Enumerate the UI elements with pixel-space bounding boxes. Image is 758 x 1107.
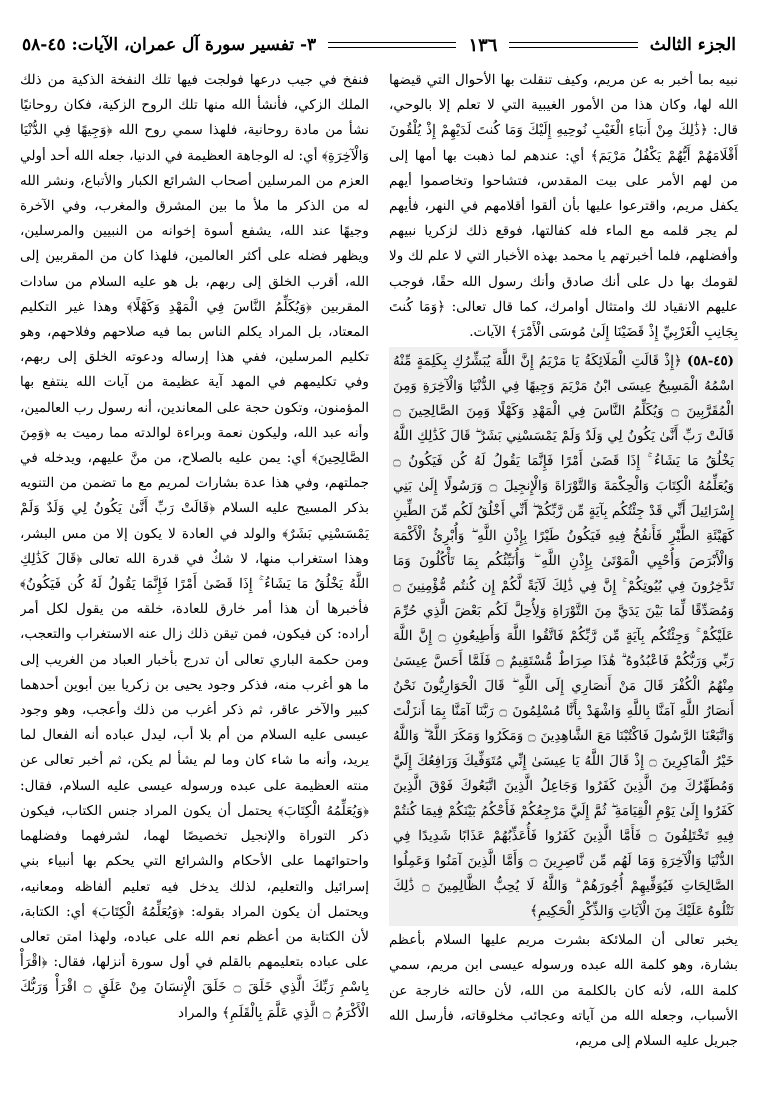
right-after-paragraph: يخبر تعالى أن الملائكة بشرت مريم عليها السلام بأعظم بشارة، وهو كلمة الله عبده ورسوله عيسى ابن مريم، سمي كلمة الله، لأنه كان بالكلمة من الله، لأن حالته خارجة عن الأسباب، وجعله الله من آياته وعجائب مخلوقاته، فأرسل الله جبريل عليه السلام إلى مريم، [389, 932, 738, 1050]
page-header [22, 30, 736, 60]
verse-block [389, 347, 738, 926]
header-rule-left [328, 42, 456, 48]
left-column [20, 68, 369, 1099]
quran-verses: ﴿إِذْ قَالَتِ الْمَلَائِكَةُ يَا مَرْيَمُ إِنَّ اللَّهَ يُبَشِّرُكِ بِكَلِمَةٍ مِّنْهُ اسْمُهُ الْمَسِيحُ عِيسَى ابْنُ مَرْيَمَ وَجِيهًا فِي الدُّنْيَا وَالْآخِرَةِ وَمِنَ الْمُقَرَّبِينَ ۝ وَيُكَلِّمُ النَّاسَ فِي الْمَهْدِ وَكَهْلًا وَمِنَ الصَّالِحِينَ ۝ قَالَتْ رَبِّ أَنَّىٰ يَكُونُ لِي وَلَدٌ وَلَمْ يَمْسَسْنِي بَشَرٌ ۖ قَالَ كَذَٰلِكِ اللَّهُ يَخْلُقُ مَا يَشَاءُ ۚ إِذَا قَضَىٰ أَمْرًا فَإِنَّمَا يَقُولُ لَهُ كُن فَيَكُونُ ۝ وَيُعَلِّمُهُ الْكِتَابَ وَالْحِكْمَةَ وَالتَّوْرَاةَ وَالْإِنجِيلَ ۝ وَرَسُولًا إِلَىٰ بَنِي إِسْرَائِيلَ أَنِّي قَدْ جِئْتُكُم بِآيَةٍ مِّن رَّبِّكُمْ ۖ أَنِّي أَخْلُقُ لَكُم مِّنَ الطِّينِ كَهَيْئَةِ الطَّيْرِ فَأَنفُخُ فِيهِ فَيَكُونُ طَيْرًا بِإِذْنِ اللَّهِ ۖ وَأُبْرِئُ الْأَكْمَهَ وَالْأَبْرَصَ وَأُحْيِي الْمَوْتَىٰ بِإِذْنِ اللَّهِ ۖ وَأُنَبِّئُكُم بِمَا تَأْكُلُونَ وَمَا تَدَّخِرُونَ فِي بُيُوتِكُمْ ۚ إِنَّ فِي ذَٰلِكَ لَآيَةً لَّكُمْ إِن كُنتُم مُّؤْمِنِينَ ۝ وَمُصَدِّقًا لِّمَا بَيْنَ يَدَيَّ مِنَ التَّوْرَاةِ وَلِأُحِلَّ لَكُم بَعْضَ الَّذِي حُرِّمَ عَلَيْكُمْ ۚ وَجِئْتُكُم بِآيَةٍ مِّن رَّبِّكُمْ فَاتَّقُوا اللَّهَ وَأَطِيعُونِ ۝ إِنَّ اللَّهَ رَبِّي وَرَبُّكُمْ فَاعْبُدُوهُ ۗ هَٰذَا صِرَاطٌ مُّسْتَقِيمٌ ۝ فَلَمَّا أَحَسَّ عِيسَىٰ مِنْهُمُ الْكُفْرَ قَالَ مَنْ أَنصَارِي إِلَى اللَّهِ ۖ قَالَ الْحَوَارِيُّونَ نَحْنُ أَنصَارُ اللَّهِ آمَنَّا بِاللَّهِ وَاشْهَدْ بِأَنَّا مُسْلِمُونَ ۝ رَبَّنَا آمَنَّا بِمَا أَنزَلْتَ وَاتَّبَعْنَا الرَّسُولَ فَاكْتُبْنَا مَعَ الشَّاهِدِينَ ۝ وَمَكَرُوا وَمَكَرَ اللَّهُ ۖ وَاللَّهُ خَيْرُ الْمَاكِرِينَ ۝ إِذْ قَالَ اللَّهُ يَا عِيسَىٰ إِنِّي مُتَوَفِّيكَ وَرَافِعُكَ إِلَيَّ وَمُطَهِّرُكَ مِنَ الَّذِينَ كَفَرُوا وَجَاعِلُ الَّذِينَ اتَّبَعُوكَ فَوْقَ الَّذِينَ كَفَرُوا إِلَىٰ يَوْمِ الْقِيَامَةِ ۖ ثُمَّ إِلَيَّ مَرْجِعُكُمْ فَأَحْكُمُ بَيْنَكُمْ فِيمَا كُنتُمْ فِيهِ تَخْتَلِفُونَ ۝ فَأَمَّا الَّذِينَ كَفَرُوا فَأُعَذِّبُهُمْ عَذَابًا شَدِيدًا فِي الدُّنْيَا وَالْآخِرَةِ وَمَا لَهُم مِّن نَّاصِرِينَ ۝ وَأَمَّا الَّذِينَ آمَنُوا وَعَمِلُوا الصَّالِحَاتِ فَيُوَفِّيهِمْ أُجُورَهُمْ ۗ وَاللَّهُ لَا يُحِبُّ الظَّالِمِينَ ۝ ذَٰلِكَ نَتْلُوهُ عَلَيْكَ مِنَ الْآيَاتِ وَالذِّكْرِ الْحَكِيمِ﴾ [393, 354, 735, 920]
section-title: ٣- تفسير سورة آل عمران، الآيات: ٤٥-٥٨ [22, 35, 317, 55]
right-intro-paragraph: نبيه بما أخبر به عن مريم، وكيف تنقلت بها الأحوال التي قيضها الله لها، وكان هذا من الأمور الغيبية التي لا تعلم إلا بالوحي، قال: ﴿ذَٰلِكَ مِنْ أَنبَاءِ الْغَيْبِ نُوحِيهِ إِلَيْكَ وَمَا كُنتَ لَدَيْهِمْ إِذْ يُلْقُونَ أَقْلَامَهُمْ أَيُّهُمْ يَكْفُلُ مَرْيَمَ﴾ أي: عندهم لما ذهبت بها أمها إلى من لهم الأمر على بيت المقدس، فتشاحوا وتخاصموا أيهم يكفل مريم، واقترعوا عليها بأن ألقوا أقلامهم في النهر، فأيهم لم يجر قلمه مع الماء فله كفالتها، فوقع ذلك لزكريا نبيهم وأفضلهم، فلما أخبرتهم يا محمد بهذه الأخبار التي لا علم لك ولا لقومك بها دل على أنك صادق وأنك رسول الله حقًا، فوجب عليهم الانقياد لك وامتثال أوامرك، كما قال تعالى: ﴿وَمَا كُنتَ بِجَانِبِ الْغَرْبِيِّ إِذْ قَضَيْنَا إِلَىٰ مُوسَى الْأَمْرَ﴾ الآيات. [389, 72, 738, 341]
page-number: ١٣٦ [468, 34, 498, 56]
volume-label: الجزء الثالث [649, 35, 736, 55]
header-rule-right [509, 42, 637, 48]
left-paragraph: فنفخ في جيب درعها فولجت فيها تلك النفخة الذكية من ذلك الملك الزكي، فأنشأ الله منها تلك الروح الزكية، فكان روحانيًا نشأ من مادة روحانية، فلهذا سمي روح الله ﴿وَجِيهًا فِي الدُّنْيَا وَالْآخِرَةِ﴾ أي: له الوجاهة العظيمة في الدنيا، جعله الله أحد أولي العزم من المرسلين أصحاب الشرائع الكبار والأتباع، ونشر الله له من الذكر ما ملأ ما بين المشرق والمغرب، وفي الآخرة وجيهًا عند الله، يشفع أسوة إخوانه من النبيين والمرسلين، ويظهر فضله على أكثر العالمين، فلهذا كان من المقربين إلى الله، أقرب الخلق إلى ربهم، بل هو عليه السلام من سادات المقربين ﴿وَيُكَلِّمُ النَّاسَ فِي الْمَهْدِ وَكَهْلًا﴾ وهذا غير التكليم المعتاد، بل المراد يكلم الناس بما فيه صلاحهم وفلاحهم، وهو تكليم المرسلين، ففي هذا إرساله ودعوته الخلق إلى ربهم، وفي تكليمهم في المهد آية عظيمة من آيات الله ينتفع بها المؤمنون، وتكون حجة على المعاندين، أنه رسول رب العالمين، وأنه عبد الله، وليكون نعمة وبراءة لوالدته مما رميت به ﴿وَمِنَ الصَّالِحِينَ﴾ أي: يمن عليه بالصلاح، من منَّ عليهم، ويدخله في جملتهم، وفي هذا عدة بشارات لمريم مع ما تضمن من التنويه بذكر المسيح عليه السلام ﴿قَالَتْ رَبِّ أَنَّىٰ يَكُونُ لِي وَلَدٌ وَلَمْ يَمْسَسْنِي بَشَرٌ﴾ والولد في العادة لا يكون إلا من مس البشر، وهذا استغراب منها، لا شكٌ في قدرة الله تعالى ﴿قَالَ كَذَٰلِكِ اللَّهُ يَخْلُقُ مَا يَشَاءُ ۚ إِذَا قَضَىٰ أَمْرًا فَإِنَّمَا يَقُولُ لَهُ كُن فَيَكُونُ﴾ فأخبرها أن هذا أمر خارق للعادة، خلقه من يقول لكل أمر أراده: كن فيكون، فمن تيقن ذلك زال عنه الاستغراب والتعجب، ومن حكمة الباري تعالى أن تدرج بأخبار العباد من الغريب إلى ما هو أغرب منه، فذكر وجود يحيى بن زكريا بين أبوين أحدهما كبير والآخر عاقر، ثم ذكر أغرب من ذلك وأعجب، وهو وجود عيسى عليه السلام من أم بلا أب، ليدل عباده أنه الفعال لما يريد، وأنه ما شاء كان وما لم يشأ لم يكن، ثم أخبر تعالى عن منته العظيمة على عبده ورسوله عيسى عليه السلام، فقال: ﴿وَيُعَلِّمُهُ الْكِتَابَ﴾ يحتمل أن يكون المراد جنس الكتاب، فيكون ذكر التوراة والإنجيل تخصيصًا لهما، لشرفهما وفضلهما واحتوائهما على الأحكام والشرائع التي يحكم بها أنبياء بني إسرائيل والتعليم، لذلك يدخل فيه تعليم ألفاظه ومعانيه، ويحتمل أن يكون المراد بقوله: ﴿وَيُعَلِّمُهُ الْكِتَابَ﴾ أي: الكتابة، لأن الكتابة من أعظم نعم الله على عباده، ولهذا امتن تعالى على عباده بتعليمهم بالقلم في أول سورة أنزلها، فقال: ﴿اقْرَأْ بِاسْمِ رَبِّكَ الَّذِي خَلَقَ ۝ خَلَقَ الْإِنسَانَ مِنْ عَلَقٍ ۝ اقْرَأْ وَرَبُّكَ الْأَكْرَمُ ۝ الَّذِي عَلَّمَ بِالْقَلَمِ﴾ والمراد [20, 72, 369, 1021]
verse-range-heading: (٤٥-٥٨) [686, 353, 734, 370]
right-column [389, 68, 738, 1099]
page-body [20, 68, 738, 1099]
